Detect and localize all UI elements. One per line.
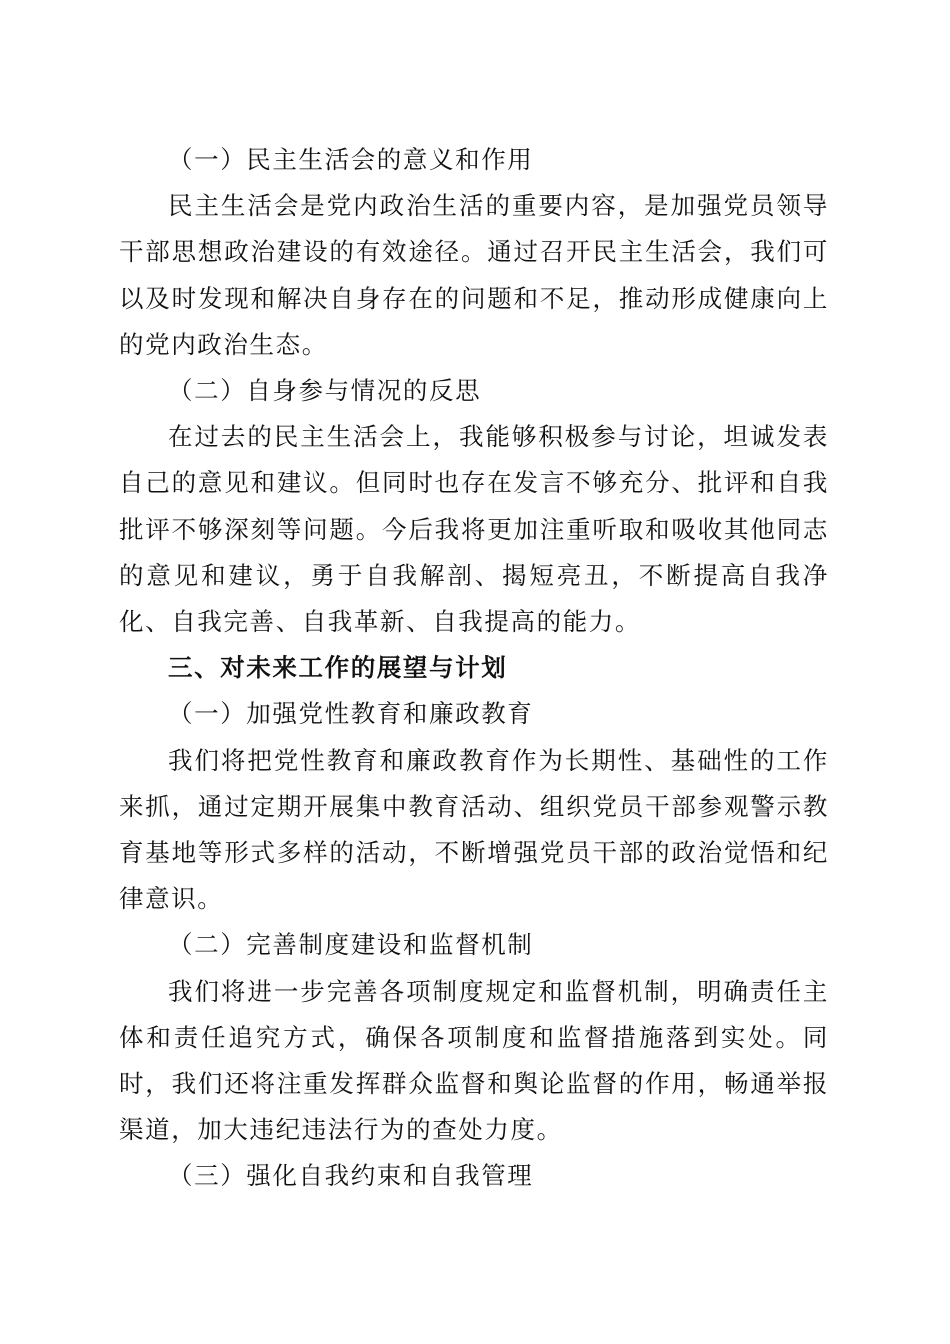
section-heading: （一）加强党性教育和廉政教育 [168, 699, 534, 729]
section-heading: （二）自身参与情况的反思 [168, 376, 482, 406]
paragraph: 我们将把党性教育和廉政教育作为长期性、基础性的工作来抓，通过定期开展集中教育活动、组织党员干部参观警示教育基地等形式多样的活动，不断增强党员干部的政治觉悟和纪律意识。 [119, 745, 829, 914]
chapter-title: 三、对未来工作的展望与计划 [168, 653, 508, 683]
paragraph: 民主生活会是党内政治生活的重要内容，是加强党员领导干部思想政治建设的有效途径。通过召开民主生活会，我们可以及时发现和解决自身存在的问题和不足，推动形成健康向上的党内政治生态。 [119, 191, 829, 359]
section-heading: （一）民主生活会的意义和作用 [168, 145, 534, 174]
document-body [119, 137, 829, 1200]
paragraph: 在过去的民主生活会上，我能够积极参与讨论，坦诚发表自己的意见和建议。但同时也存在发言不够充分、批评和自我批评不够深刻等问题。今后我将更加注重听取和吸收其他同志的意见和建议，勇于自我解剖、揭短亮丑，不断提高自我净化、自我完善、自我革新、自我提高的能力。 [119, 422, 829, 637]
paragraph: 我们将进一步完善各项制度规定和监督机制，明确责任主体和责任追究方式，确保各项制度和监督措施落到实处。同时，我们还将注重发挥群众监督和舆论监督的作用，畅通举报渠道，加大违纪违法行为的查处力度。 [119, 976, 829, 1145]
section-heading: （二）完善制度建设和监督机制 [168, 930, 534, 960]
section-heading: （三）强化自我约束和自我管理 [168, 1161, 534, 1191]
